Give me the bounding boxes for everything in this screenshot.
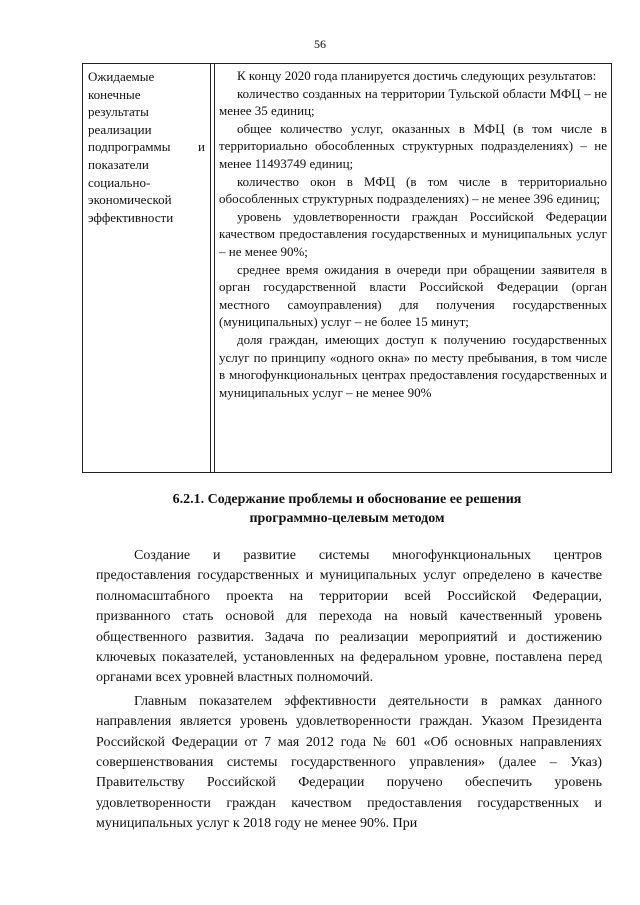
label-line: подпрограммы и bbox=[88, 139, 205, 155]
label-line: конечные bbox=[88, 86, 141, 102]
section-heading-line: программно-целевым методом bbox=[249, 511, 445, 526]
body-paragraph: Создание и развитие системы многофункциональных центров предоставления государственных и муниципальных услуг определено в качестве полномасштабного проекта на территории всей Российской Федерации, призванного стать основой для перехода на новый качественный уровень общественного развития. Задача по реализации мероприятий и достижению ключевых показателей, установленных на федеральном уровне, поставлена перед органами всех уровней властных полномочий. bbox=[96, 548, 602, 686]
label-line: экономической bbox=[88, 192, 172, 208]
body-paragraph: Главным показателем эффективности деятельности в рамках данного направления является уровень удовлетворенности граждан. Указом Президента Российской Федерации от 7 мая 2012 года № 601 «Об основных направлениях совершенствования системы государственного управления» (далее – Указ) Правительству Российской Федерации поручено обеспечить уровень удовлетворенности граждан качеством предоставления государственных и муниципальных услуг к 2018 году не менее 90%. При bbox=[96, 693, 602, 832]
label-line: социально- bbox=[88, 174, 151, 190]
label-line: показатели bbox=[88, 156, 149, 172]
results-table bbox=[82, 63, 612, 473]
section-body bbox=[96, 546, 602, 835]
result-item: среднее время ожидания в очереди при обращении заявителя в орган государственной власти Российской Федерации (орган местного самоуправления) для получения государственных (муниципальных) услуг – не более 15 минут; bbox=[219, 261, 607, 330]
section-heading bbox=[82, 490, 612, 528]
result-item: уровень удовлетворенности граждан Российской Федерации качеством предоставления государственных и муниципальных услуг – не менее 90%; bbox=[219, 208, 607, 259]
result-item: количество окон в МФЦ (в том числе в территориально обособленных структурных подразделениях) – не менее 396 единиц; bbox=[219, 173, 607, 207]
result-item: количество созданных на территории Тульской области МФЦ – не менее 35 единиц; bbox=[219, 85, 607, 119]
label-line: реализации bbox=[88, 121, 152, 137]
results-intro: К концу 2020 года планируется достичь следующих результатов: bbox=[237, 68, 597, 83]
table-content-cell bbox=[214, 64, 611, 472]
result-item: доля граждан, имеющих доступ к получению государственных услуг по принципу «одного окна» по месту пребывания, в том числе в многофункциональных центрах предоставления государственных и муниципальных услуг – не менее 90% bbox=[219, 331, 607, 400]
result-item: общее количество услуг, оказанных в МФЦ (в том числе в территориально обособленных структурных подразделениях) – не менее 11493749 единиц; bbox=[219, 120, 607, 171]
section-heading-line: 6.2.1. Содержание проблемы и обоснование ее решения bbox=[172, 492, 522, 507]
label-line: эффективности bbox=[88, 209, 174, 225]
page-number: 56 bbox=[314, 37, 326, 51]
label-line: результаты bbox=[88, 104, 149, 120]
label-line: Ожидаемые bbox=[88, 69, 155, 84]
table-label-cell bbox=[83, 64, 211, 472]
